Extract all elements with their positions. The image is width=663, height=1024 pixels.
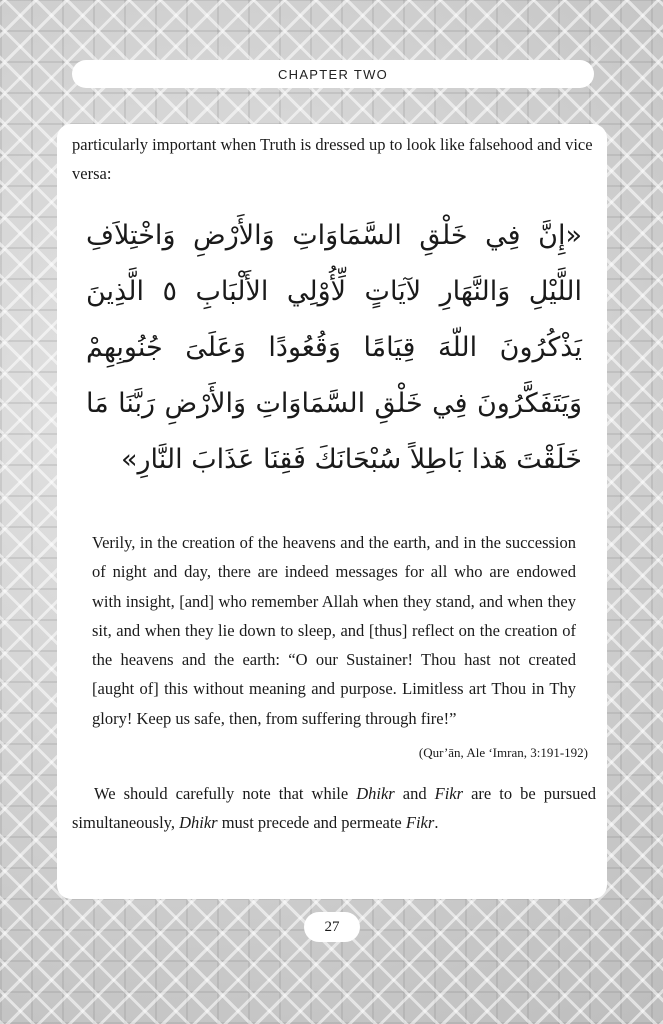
term-fikr: Fikr (405, 813, 435, 833)
closing-text-3: are to be pursued simultaneously, (72, 784, 596, 833)
term-dhikr: Dhikr (179, 813, 218, 833)
chapter-title: CHAPTER TWO (277, 66, 389, 82)
chapter-header (72, 60, 594, 88)
page-number: 27 (304, 912, 360, 942)
verse-citation: (Qur’ān, Ale ‘Imran, 3:191-192) (418, 745, 588, 761)
closing-text-5: . (434, 813, 439, 833)
intro-paragraph: particularly important when Truth is dressed up to look like falsehood and vice versa: (72, 135, 593, 183)
page-content (72, 130, 596, 837)
term-dhikr: Dhikr (356, 784, 395, 804)
term-fikr: Fikr (434, 784, 464, 804)
closing-paragraph (72, 779, 596, 837)
closing-text-1: We should carefully note that while (94, 784, 357, 804)
closing-text-4: must precede and permeate (217, 813, 406, 833)
closing-text-2: and (394, 784, 435, 804)
arabic-verse: «إِنَّ فِي خَلْقِ السَّمَاوَاتِ وَالأَرْضِ وَاخْتِلاَفِ اللَّيْلِ وَالنَّهَارِ لآيَاتٍ لِّأُوْلِي الأَلْبَابِ ٥ الَّذِينَ يَذْكُرُونَ اللّهَ قِيَامًا وَقُعُودًا وَعَلَىَ جُنُوبِهِمْ وَيَتَفَكَّرُونَ فِي خَلْقِ السَّمَاوَاتِ وَالأَرْضِ رَبَّنَا مَا خَلَقْتَ هَذا بَاطِلاً سُبْحَانَكَ فَقِنَا عَذَابَ النَّارِ» (86, 220, 582, 475)
verse-translation: Verily, in the creation of the heavens and the earth, and in the succession of night and day, there are indeed messages for all who are endowed with insight, [and] who remember Allah when they stand, and when they sit, and when they lie down to sleep, and [thus] reflect on the creation of the heavens and the earth: “O our Sustainer! Thou hast not created [aught of] this without meaning and purpose. Limitless art Thou in Thy glory! Keep us safe, then, from suffering through fire!” (92, 533, 576, 728)
